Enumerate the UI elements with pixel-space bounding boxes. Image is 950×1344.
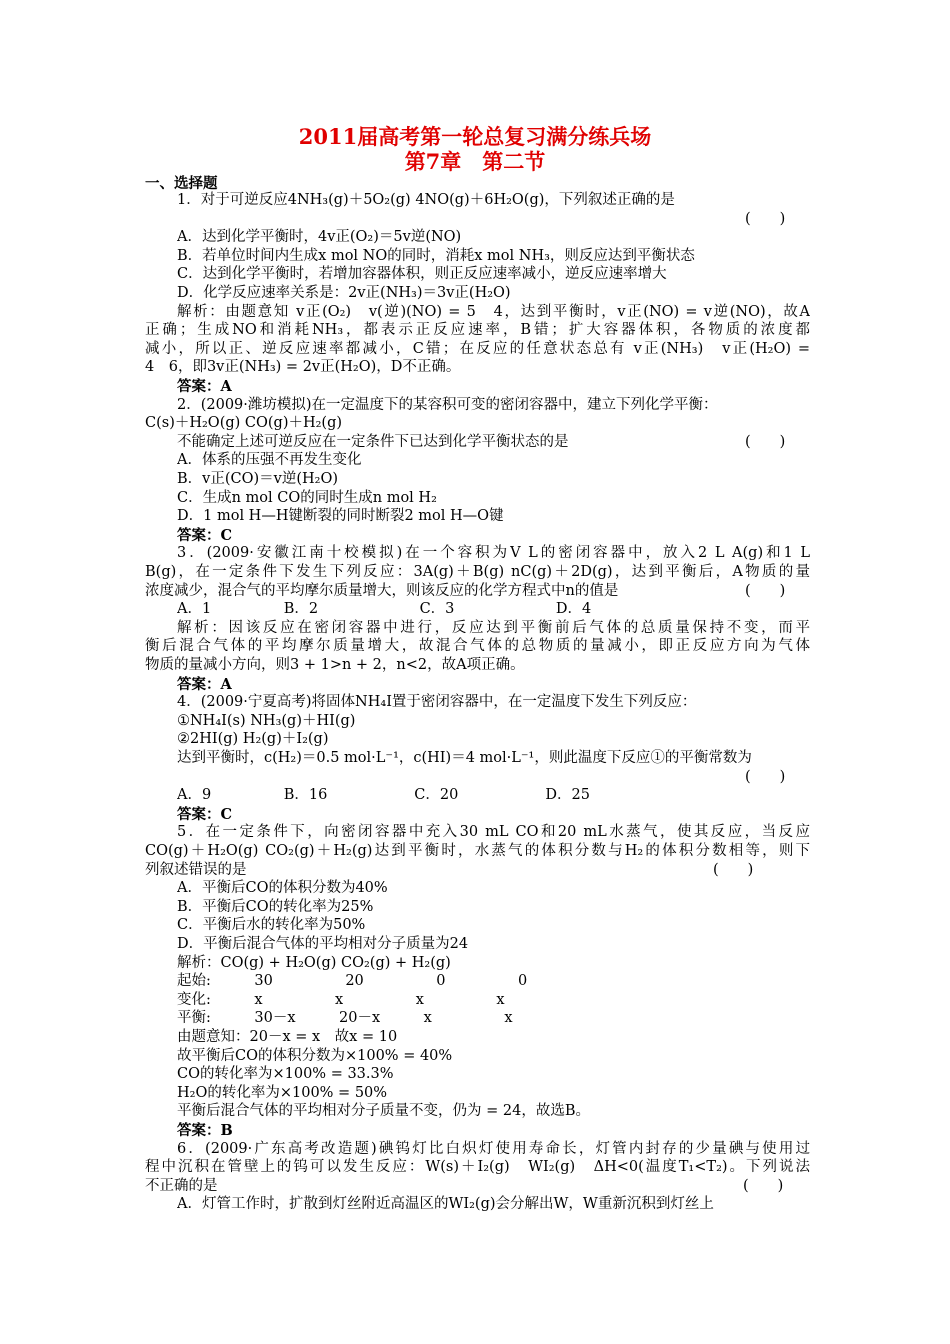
text-line: D．化学反应速率关系是：2v正(NH₃)＝3v正(H₂O) <box>177 285 511 301</box>
text-line: 解析：CO(g) + H₂O(g) CO₂(g) + H₂(g) <box>177 954 451 971</box>
text-line: B．平衡后CO的转化率为25% <box>177 898 374 915</box>
text-line: 达到平衡时，c(H₂)＝0.5 mol·L⁻¹，c(HI)＝4 mol·L⁻¹，则此温度下反应①的平衡常数为 <box>177 750 752 766</box>
text-line: 故平衡后CO的体积分数为×100% = 40% <box>177 1047 453 1064</box>
text-line: 3．(2009·安徽江南十校模拟)在一个容积为V L的密闭容器中，放入2 L A(g)和1 L <box>177 545 810 562</box>
answer-bracket: ( ) <box>713 861 754 878</box>
text-line: 4．(2009·宁夏高考)将固体NH₄I置于密闭容器中，在一定温度下发生下列反应： <box>177 694 697 711</box>
text-line: A．平衡后CO的体积分数为40% <box>177 880 388 897</box>
text-line: 1．对于可逆反应4NH₃(g)＋5O₂(g) 4NO(g)＋6H₂O(g)，下列叙述正确的是 <box>177 192 675 208</box>
text-line: C(s)＋H₂O(g) CO(g)＋H₂(g) <box>145 415 343 432</box>
text-line: 答案：C <box>177 805 233 823</box>
text-line: 平衡: 30－x 20－x x x <box>177 1010 513 1027</box>
text-line: 解析：由题意知 v正(O₂) v(逆)(NO) = 5 4，达到平衡时，v正(NO) = v逆(NO)，故A <box>177 303 810 320</box>
text-line: H₂O的转化率为×100% = 50% <box>177 1084 388 1101</box>
text-line: 衡后混合气体的平均摩尔质量增大，故混合气体的总物质的量减小，即正反应方向为气体 <box>145 638 810 655</box>
text-line: 2．(2009·潍坊模拟)在一定温度下的某容积可变的密闭容器中，建立下列化学平衡： <box>177 396 718 413</box>
section-heading: 一、选择题 <box>145 175 218 192</box>
text-line: 5．在一定条件下，向密闭容器中充入30 mL CO和20 mL水蒸气，使其反应，当反应 <box>177 824 810 841</box>
text-line: 平衡后混合气体的平均相对分子质量不变，仍为 = 24，故选B。 <box>177 1103 590 1120</box>
answer-bracket: ( ) <box>743 1177 784 1194</box>
text-line: 答案：B <box>177 1122 233 1139</box>
text-line: 不能确定上述可逆反应在一定条件下已达到化学平衡状态的是 ( ) <box>177 433 786 450</box>
text-line: 答案：A <box>177 378 232 395</box>
text-line: ( ) <box>745 210 786 227</box>
text-line: C．达到化学平衡时，若增加容器体积，则正反应速率减小，逆反应速率增大 <box>177 266 667 283</box>
document-subtitle: 第7章 第二节 <box>404 149 546 174</box>
text-line: D．平衡后混合气体的平均相对分子质量为24 <box>177 936 469 952</box>
text-line: A．9 B．16 C．20 D．25 <box>177 787 590 804</box>
text-line: B(g)，在一定条件下发生下列反应：3A(g)＋B(g) nC(g)＋2D(g)，达到平衡后，A物质的量 <box>145 564 810 580</box>
text-line: 程中沉积在管壁上的钨可以发生反应：W(s)＋I₂(g) WI₂(g) ΔH<0(温度T₁<T₂)。下列说法 <box>145 1159 810 1176</box>
text-line: CO(g)＋H₂O(g) CO₂(g)＋H₂(g)达到平衡时，水蒸气的体积分数与H₂的体积分数相等，则下 <box>145 843 810 859</box>
text-line: 变化: x x x x <box>177 991 505 1008</box>
text-line: A．1 B．2 C．3 D．4 <box>177 601 592 618</box>
text-line: C．生成n mol CO的同时生成n mol H₂ <box>177 489 437 506</box>
text-line: CO的转化率为×100% = 33.3% <box>177 1066 394 1083</box>
text-line: 正确；生成NO和消耗NH₃，都表示正反应速率，B错；扩大容器体积，各物质的浓度都 <box>145 322 810 339</box>
text-line: D．1 mol H—H键断裂的同时断裂2 mol H—O键 <box>177 508 504 525</box>
text-line: 答案：C <box>177 526 233 544</box>
text-line: C．平衡后水的转化率为50% <box>177 917 366 934</box>
text-line: 答案：A <box>177 675 232 693</box>
text-line: 浓度减少，混合气的平均摩尔质量增大，则该反应的化学方程式中n的值是 ( ) <box>145 582 786 599</box>
text-line: A．达到化学平衡时，4v正(O₂)＝5v逆(NO) <box>177 229 462 246</box>
text-line: 列叙述错误的是 ( ) <box>145 861 754 878</box>
text-line: B．若单位时间内生成x mol NO的同时，消耗x mol NH₃，则反应达到平衡状态 <box>177 247 695 264</box>
text-line: ( ) <box>745 768 786 785</box>
text-line: 物质的量减小方向，则3 + 1>n + 2，n<2，故A项正确。 <box>145 657 525 673</box>
text-line: 4 6，即3v正(NH₃) = 2v正(H₂O)，D不正确。 <box>145 359 461 376</box>
text-line: 6．(2009·广东高考改造题)碘钨灯比白炽灯使用寿命长，灯管内封存的少量碘与使用过 <box>177 1140 810 1157</box>
text-line: 由题意知：20－x = x 故x = 10 <box>177 1029 398 1045</box>
text-line: ②2HI(g) H₂(g)＋I₂(g) <box>177 731 329 748</box>
text-line: ①NH₄I(s) NH₃(g)＋HI(g) <box>177 712 356 729</box>
text-line: 减小，所以正、逆反应速率都减小，C错；在反应的任意状态总有 v正(NH₃) v正(H₂O) = <box>145 340 810 357</box>
answer-bracket: ( ) <box>745 582 786 599</box>
text-line: 起始: 30 20 0 0 <box>177 973 528 990</box>
text-line: B．v正(CO)＝v逆(H₂O) <box>177 471 338 487</box>
answer-bracket: ( ) <box>745 433 786 450</box>
text-line: A．灯管工作时，扩散到灯丝附近高温区的WI₂(g)会分解出W，W重新沉积到灯丝上 <box>177 1196 714 1213</box>
text-line: A．体系的压强不再发生变化 <box>177 452 362 469</box>
text-line: 解析：因该反应在密闭容器中进行，反应达到平衡前后气体的总质量保持不变，而平 <box>177 619 810 636</box>
text-line: 不正确的是 ( ) <box>145 1177 784 1194</box>
document-title: 2011届高考第一轮总复习满分练兵场 <box>298 124 652 149</box>
